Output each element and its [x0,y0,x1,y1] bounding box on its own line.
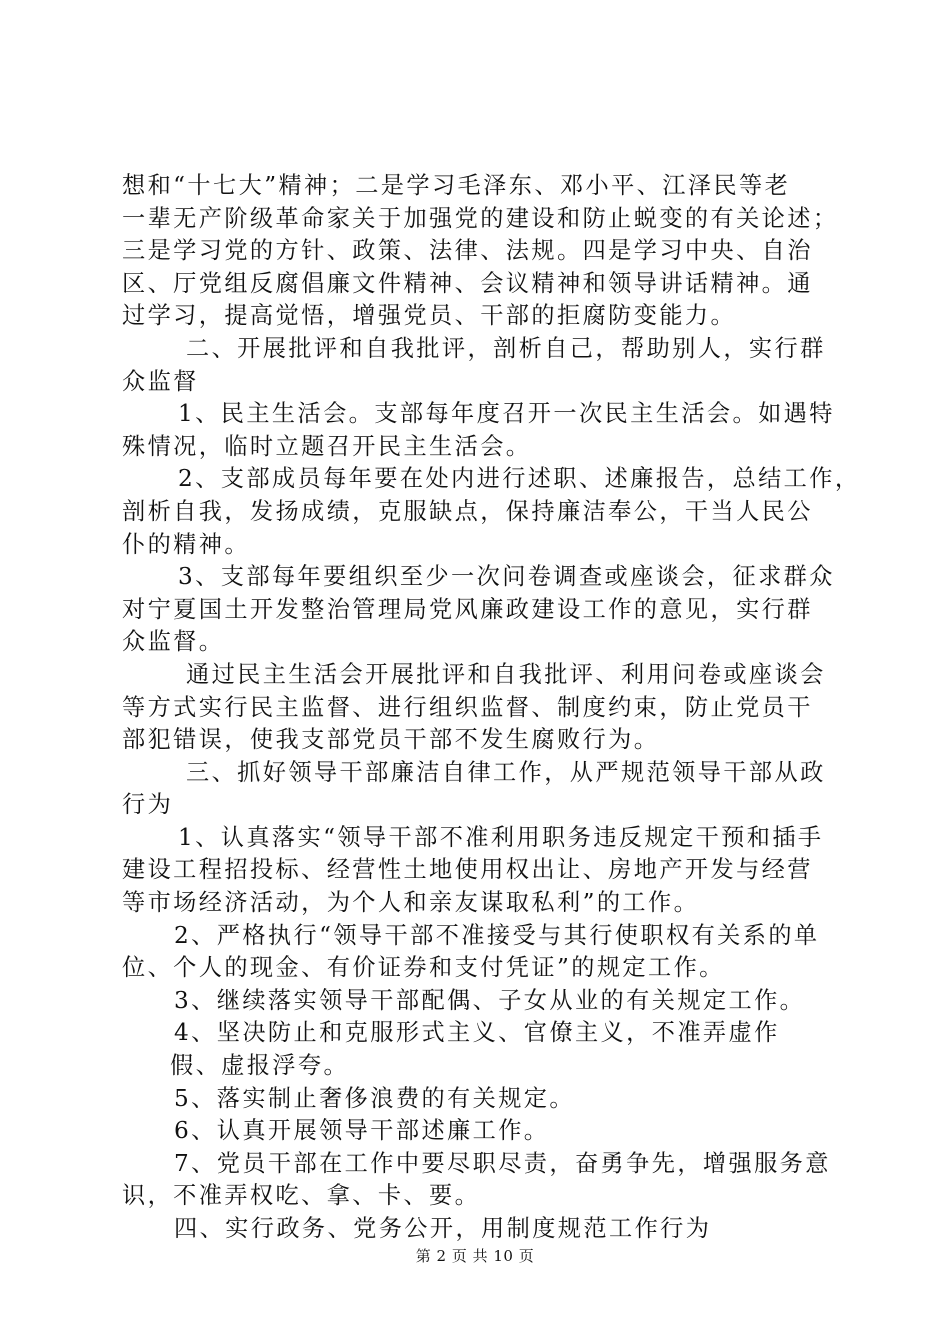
text-line: 区、厅党组反腐倡廉文件精神、会议精神和领导讲话精神。通 [122,269,813,297]
text-line: 行为 [122,791,174,819]
section-heading: 四、实行政务、党务公开，用制度规范工作行为 [174,1215,712,1242]
text-line: 建设工程招投标、经营性土地使用权出让、房地产开发与经营 [122,856,813,884]
text-line: 仆的精神。 [122,530,250,558]
text-line: 等市场经济活动，为个人和亲友谋取私利”的工作。 [122,889,700,917]
list-item: 3、支部每年要组织至少一次问卷调查或座谈会，征求群众 [178,563,835,591]
text-line: 剖析自我，发扬成绩，克服缺点，保持廉洁奉公，干当人民公 [122,497,813,525]
text-line: 众监督。 [122,628,225,656]
list-item: 3、继续落实领导干部配偶、子女从业的有关规定工作。 [174,986,806,1014]
text-line: 想和“十七大”精神；二是学习毛泽东、邓小平、江泽民等老 [122,172,791,199]
text-line: 殊情况，临时立题召开民主生活会。 [122,432,532,460]
text-line: 三是学习党的方针、政策、法律、法规。四是学习中央、自治 [122,237,813,265]
text-line: 等方式实行民主监督、进行组织监督、制度约束，防止党员干 [122,693,813,721]
text-line: 众监督 [122,367,199,395]
list-item: 2、支部成员每年要在处内进行述职、述廉报告，总结工作， [178,465,861,493]
list-item: 7、党员干部在工作中要尽职尽责，奋勇争先，增强服务意 [174,1149,831,1177]
text-line: 假、虚报浮夸。 [170,1052,350,1080]
list-item: 6、认真开展领导干部述廉工作。 [174,1117,550,1145]
list-item: 2、严格执行“领导干部不准接受与其行使职权有关系的单 [174,921,820,949]
document-body [122,170,861,1246]
page-number: 第 2 页 共 10 页 [415,1247,535,1265]
list-item: 1、认真落实“领导干部不准利用职务违反规定干预和插手 [178,823,824,851]
section-heading: 二、开展批评和自我批评，剖析自己，帮助别人，实行群 [186,334,826,362]
list-item: 5、落实制止奢侈浪费的有关规定。 [174,1084,575,1112]
text-line: 对宁夏国土开发整治管理局党风廉政建设工作的意见，实行群 [122,595,813,623]
page-footer [0,1246,950,1266]
text-line: 识，不准弄权吃、拿、卡、要。 [122,1182,481,1210]
list-item: 1、民主生活会。支部每年度召开一次民主生活会。如遇特 [178,400,835,428]
text-line: 位、个人的现金、有价证券和支付凭证”的规定工作。 [122,954,725,982]
text-line: 部犯错误，使我支部党员干部不发生腐败行为。 [122,726,660,754]
paragraph-start: 通过民主生活会开展批评和自我批评、利用问卷或座谈会 [186,660,826,688]
list-item: 4、坚决防止和克服形式主义、官僚主义，不准弄虚作 [174,1019,780,1047]
section-heading: 三、抓好领导干部廉洁自律工作，从严规范领导干部从政 [186,758,826,786]
text-line: 一辈无产阶级革命家关于加强党的建设和防止蜕变的有关论述； [122,204,839,232]
text-line: 过学习，提高觉悟，增强党员、干部的拒腐防变能力。 [122,302,737,330]
